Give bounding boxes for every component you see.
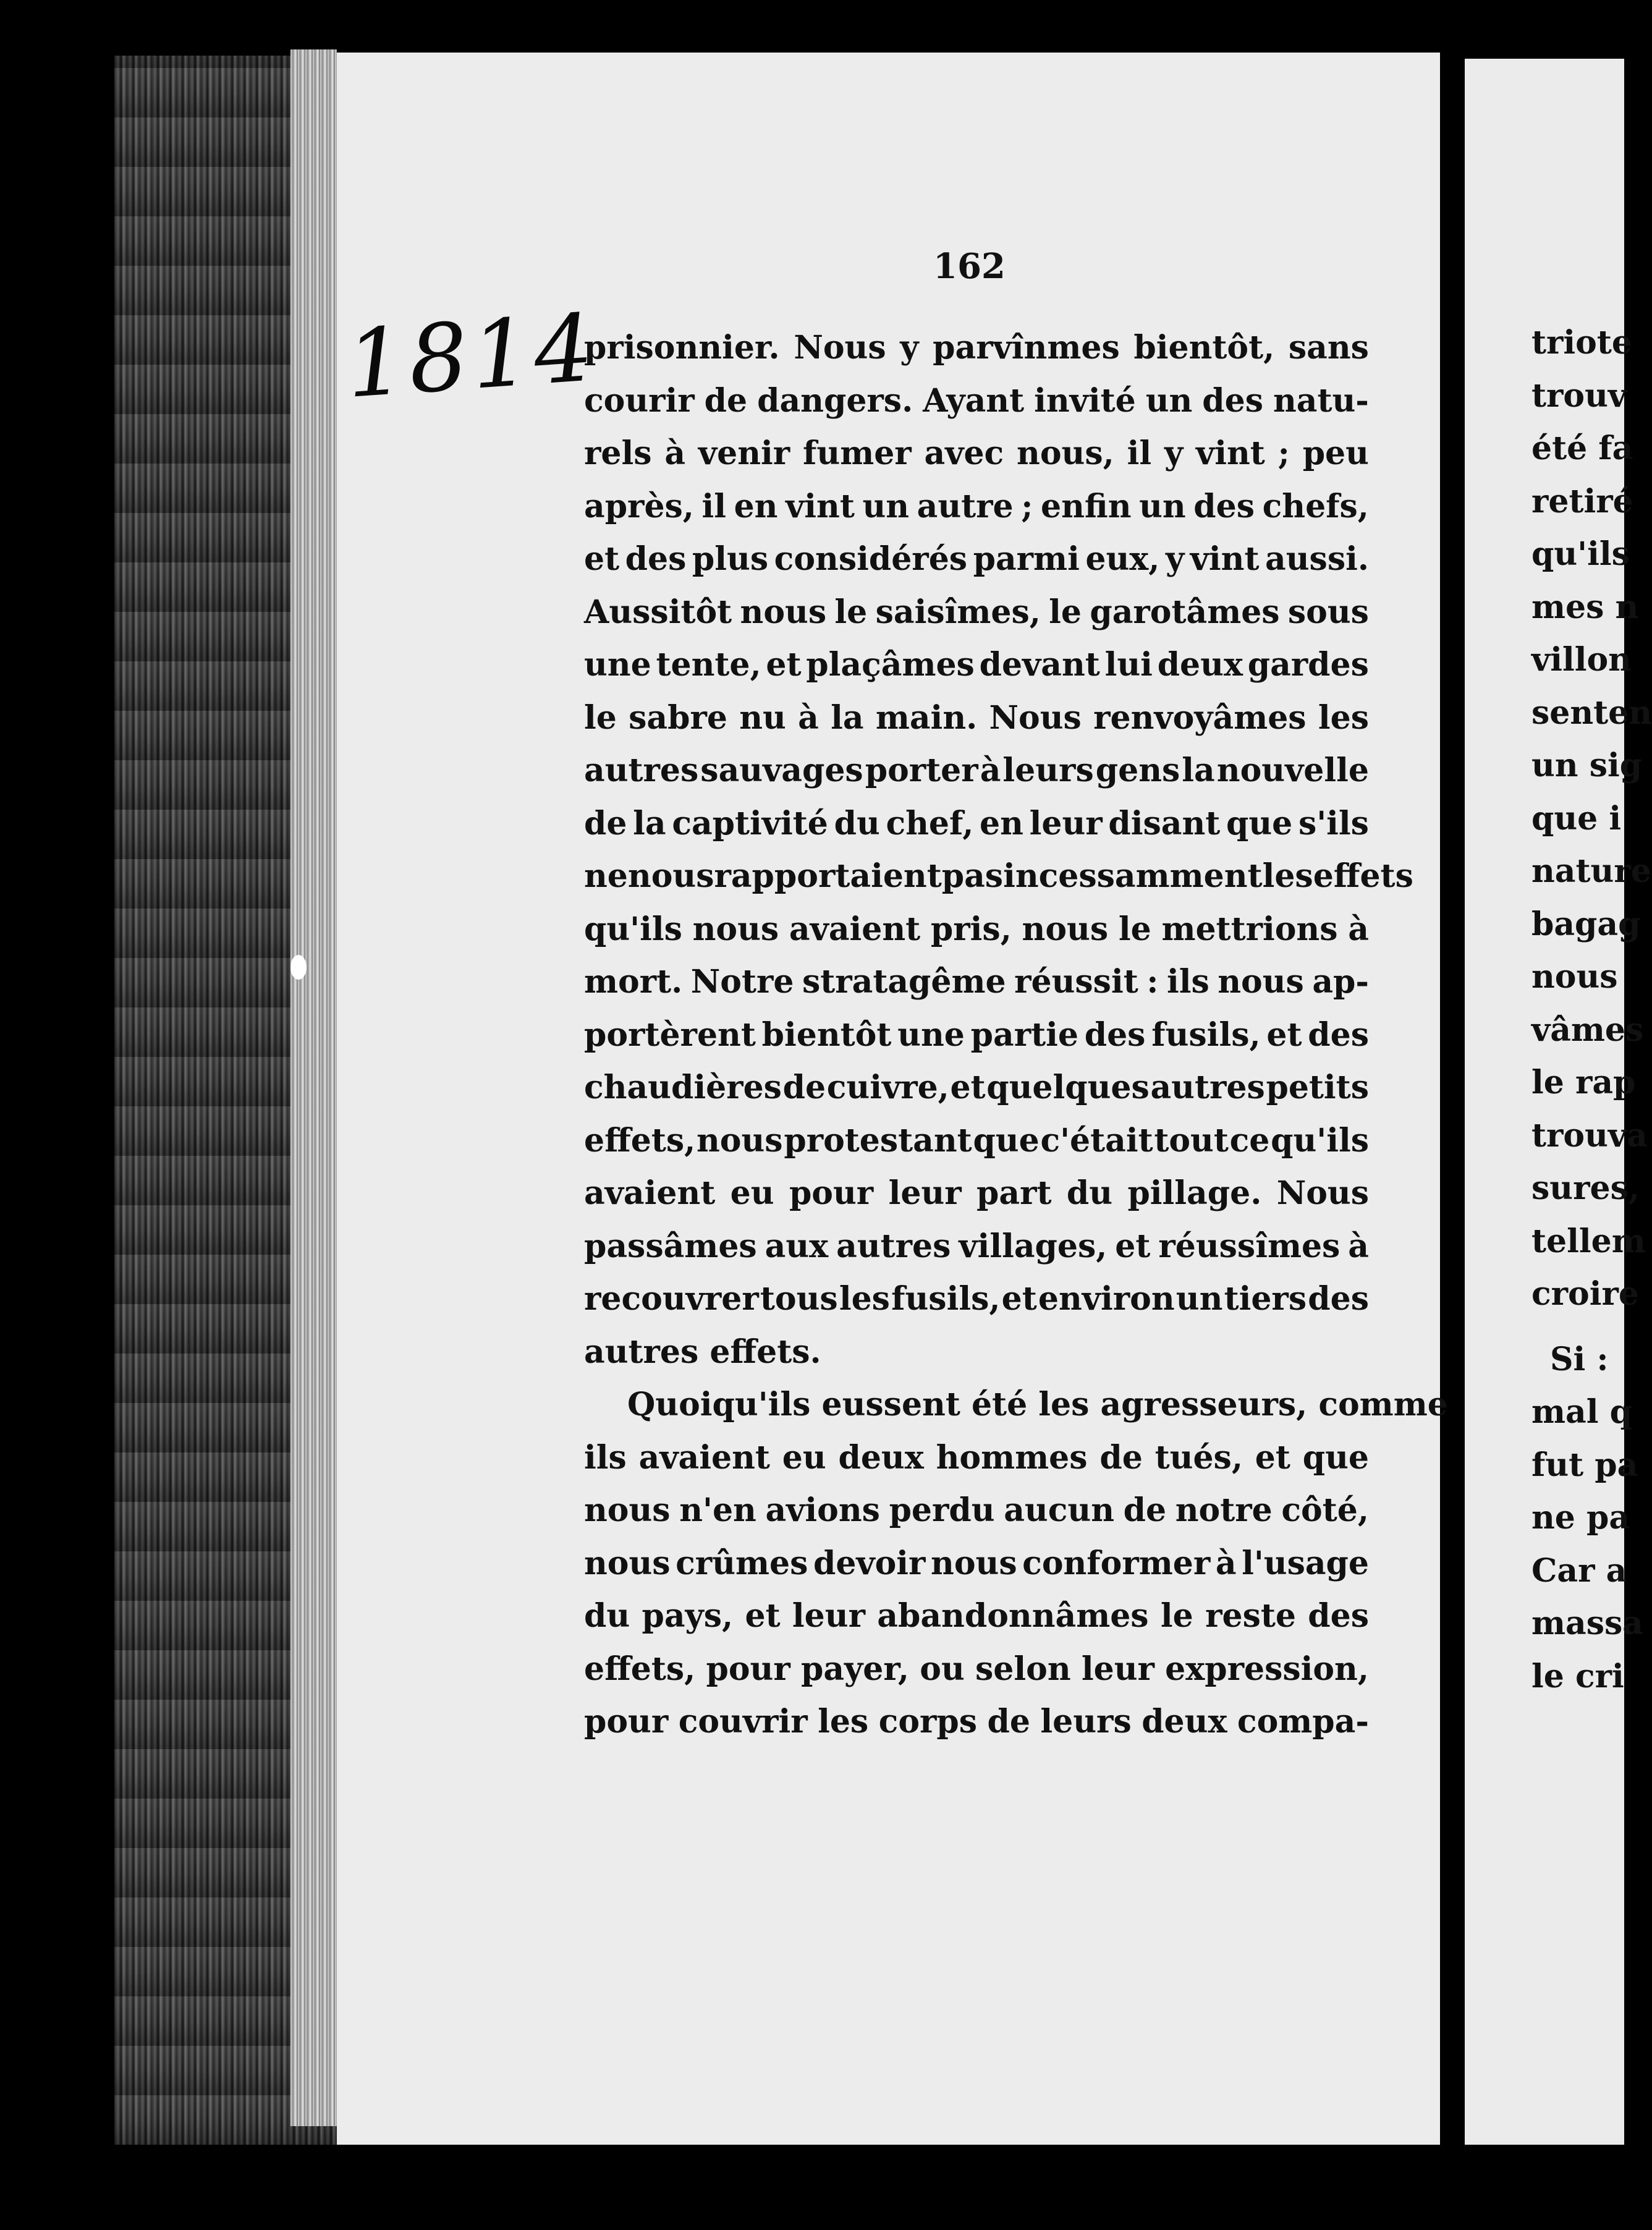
- facing-text-line: vâmes: [1531, 1011, 1644, 1049]
- text-word: avaient: [638, 1438, 770, 1477]
- facing-text-line: trouv: [1531, 376, 1627, 415]
- facing-text-line: un sig: [1531, 747, 1643, 784]
- text-word: considérés: [774, 540, 968, 578]
- text-word: plus: [692, 540, 769, 578]
- text-word: sans: [1288, 329, 1369, 367]
- text-word: incessamment: [1003, 857, 1263, 895]
- text-line: [584, 427, 1369, 480]
- text-word: ne: [584, 857, 628, 895]
- text-word: et: [766, 646, 802, 684]
- text-word: notre: [1175, 1491, 1273, 1529]
- text-word: invité: [1034, 381, 1136, 420]
- text-word: Notre: [690, 963, 794, 1001]
- text-line: [584, 956, 1369, 1009]
- text-word: eu: [730, 1174, 774, 1212]
- text-line: [584, 1484, 1369, 1537]
- text-word: vint: [1196, 435, 1265, 472]
- text-word: expression,: [1165, 1650, 1369, 1688]
- text-word: chaudières: [584, 1069, 782, 1106]
- page-text-block: [584, 321, 1448, 1749]
- text-word: de: [704, 381, 748, 420]
- text-word: nu: [739, 698, 786, 737]
- text-word: en: [980, 804, 1023, 842]
- text-word: :: [1146, 963, 1159, 1001]
- text-word: aussi.: [1265, 540, 1369, 578]
- text-word: leur: [792, 1597, 865, 1635]
- text-word: fusils,: [1151, 1015, 1261, 1054]
- text-line: [584, 1009, 1369, 1062]
- text-word: de: [987, 1703, 1030, 1740]
- text-word: n'en: [679, 1491, 756, 1529]
- text-word: leurs: [1040, 1703, 1132, 1740]
- text-word: nous: [584, 1544, 671, 1582]
- text-word: et: [584, 540, 620, 578]
- text-word: une: [584, 646, 651, 684]
- text-word: leur: [888, 1174, 962, 1212]
- text-word: qu'ils: [1271, 1121, 1369, 1160]
- text-word: des: [1084, 1015, 1146, 1054]
- text-line: [584, 1643, 1369, 1696]
- text-word: vint: [786, 487, 855, 525]
- text-word: reste: [1205, 1597, 1296, 1635]
- text-line: Quoiqu'ils eussent été les agresseurs, comme: [627, 1386, 1448, 1423]
- text-line: [584, 321, 1369, 375]
- text-word: vint: [1190, 540, 1260, 578]
- text-word: du: [1066, 1174, 1113, 1212]
- text-line: [584, 903, 1369, 956]
- text-word: tout: [1154, 1121, 1229, 1160]
- facing-text-line: triote: [1531, 324, 1632, 362]
- text-word: stratagême: [802, 963, 1006, 1001]
- facing-text-line: croire: [1531, 1275, 1639, 1313]
- text-word: quelques: [986, 1069, 1150, 1106]
- text-word: protestant: [784, 1121, 972, 1160]
- text-word: portèrent: [584, 1015, 756, 1054]
- text-word: le: [1049, 593, 1082, 631]
- text-word: plaçâmes: [806, 646, 975, 684]
- text-word: la: [1182, 752, 1215, 789]
- text-word: et: [1115, 1227, 1151, 1265]
- text-word: en: [734, 487, 778, 525]
- text-word: et: [745, 1597, 781, 1635]
- text-word: mort.: [584, 963, 683, 1001]
- text-word: aucun: [1004, 1491, 1114, 1529]
- text-word: hommes: [936, 1438, 1088, 1477]
- text-word: la: [831, 698, 864, 737]
- text-word: fumer: [803, 435, 912, 472]
- text-word: bientôt: [761, 1015, 892, 1054]
- text-word: que: [1226, 804, 1293, 842]
- text-line: [584, 586, 1369, 639]
- text-word: environ: [1038, 1280, 1175, 1318]
- text-word: pour: [789, 1174, 874, 1212]
- text-word: main.: [875, 698, 978, 737]
- paper-speck: [290, 955, 307, 980]
- text-line: [584, 1114, 1369, 1168]
- text-word: le: [1160, 1597, 1193, 1635]
- text-word: un: [862, 487, 910, 525]
- text-word: que: [1302, 1438, 1369, 1477]
- text-word: à: [798, 698, 819, 737]
- facing-text-line: senten: [1531, 693, 1652, 732]
- text-word: garotâmes: [1090, 593, 1280, 631]
- text-word: ce: [1229, 1121, 1270, 1160]
- facing-text-line: le cri: [1531, 1657, 1624, 1695]
- text-word: villages,: [959, 1227, 1108, 1265]
- text-word: bientôt,: [1133, 329, 1275, 367]
- text-word: part: [976, 1174, 1052, 1212]
- facing-text-line: que i: [1531, 799, 1622, 837]
- facing-text-line: mes n: [1531, 588, 1639, 626]
- text-word: payer,: [800, 1650, 910, 1688]
- text-word: les: [839, 1280, 890, 1318]
- text-word: prisonnier.: [584, 329, 780, 367]
- facing-text-line: été fa: [1531, 430, 1633, 467]
- facing-text-line: fut pa: [1531, 1446, 1638, 1484]
- text-word: qu'ils: [584, 910, 682, 948]
- text-word: ils: [1166, 963, 1209, 1001]
- text-word: nous: [1022, 910, 1109, 948]
- text-word: y: [900, 329, 919, 367]
- facing-text-line: trouva: [1531, 1116, 1648, 1155]
- page-number: 162: [933, 246, 1006, 287]
- text-line: [584, 1273, 1369, 1326]
- text-word: conformer: [1022, 1544, 1211, 1582]
- facing-text-line: le rap: [1531, 1064, 1636, 1101]
- text-word: un: [1145, 381, 1193, 420]
- text-line: [584, 533, 1369, 586]
- text-word: rels: [584, 435, 652, 472]
- text-word: Nous: [989, 698, 1082, 737]
- text-word: eux,: [1085, 540, 1160, 578]
- text-word: parvînmes: [933, 329, 1120, 367]
- text-word: avions: [765, 1491, 880, 1529]
- text-word: nous: [627, 857, 714, 895]
- text-word: réussîmes: [1158, 1227, 1341, 1265]
- text-word: nous: [584, 1491, 671, 1529]
- text-word: une: [897, 1015, 965, 1054]
- text-word: gens: [1095, 752, 1180, 789]
- facing-text-line: bagag: [1531, 905, 1641, 943]
- text-word: leur: [1081, 1650, 1154, 1688]
- text-word: et: [1255, 1438, 1290, 1477]
- text-word: tente,: [656, 646, 761, 684]
- facing-text-line: mal q: [1531, 1393, 1632, 1431]
- text-word: autres: [836, 1227, 951, 1265]
- text-word: pas: [941, 857, 1004, 895]
- text-word: à: [1348, 1227, 1369, 1265]
- text-word: effets: [1313, 857, 1413, 895]
- text-word: enfin: [1041, 487, 1132, 525]
- text-line: [584, 850, 1413, 903]
- text-word: y: [1165, 540, 1185, 578]
- text-word: cuivre,: [826, 1069, 949, 1106]
- text-word: devant: [979, 646, 1100, 684]
- text-word: devoir: [813, 1544, 926, 1582]
- text-word: un: [1139, 487, 1186, 525]
- text-word: que: [973, 1121, 1040, 1160]
- text-line: [584, 692, 1369, 745]
- text-word: selon: [975, 1650, 1071, 1688]
- text-word: des: [1308, 1015, 1369, 1054]
- text-line: [584, 1537, 1369, 1590]
- text-line: [584, 797, 1369, 850]
- text-word: tiers: [1224, 1280, 1307, 1318]
- text-line: [584, 1220, 1369, 1273]
- text-word: de: [1099, 1438, 1143, 1477]
- text-word: peu: [1302, 435, 1369, 472]
- text-word: saisîmes,: [875, 593, 1041, 631]
- text-word: gardes: [1247, 646, 1369, 684]
- text-word: avaient: [789, 910, 921, 948]
- text-word: et: [1001, 1280, 1037, 1318]
- facing-text-line: Si :: [1550, 1340, 1609, 1378]
- text-word: Nous: [1276, 1174, 1369, 1212]
- text-line: [584, 638, 1369, 692]
- text-word: de: [782, 1069, 826, 1106]
- text-word: partie: [970, 1015, 1078, 1054]
- text-line: [584, 1167, 1369, 1220]
- text-line: autres effets.: [584, 1333, 821, 1371]
- text-word: le: [834, 593, 868, 631]
- text-word: réussit: [1014, 963, 1138, 1001]
- text-word: s'ils: [1298, 804, 1369, 842]
- text-word: Ayant: [923, 381, 1025, 420]
- text-word: lui: [1104, 646, 1153, 684]
- text-word: petits: [1266, 1069, 1369, 1106]
- text-word: après,: [584, 487, 694, 525]
- text-word: nous: [692, 910, 779, 948]
- facing-text-line: tellem: [1531, 1222, 1646, 1260]
- text-word: renvoyâmes: [1093, 698, 1307, 737]
- text-word: nous: [740, 593, 827, 631]
- text-word: sous: [1287, 593, 1369, 631]
- text-word: l'usage: [1242, 1544, 1369, 1582]
- text-word: du: [834, 804, 880, 842]
- text-word: du: [584, 1597, 630, 1635]
- text-word: nouvelle: [1216, 752, 1369, 789]
- text-word: effets,: [584, 1121, 696, 1160]
- text-word: pris,: [930, 910, 1012, 948]
- text-word: et: [950, 1069, 986, 1106]
- text-word: recouvrer: [584, 1280, 759, 1318]
- text-word: captivité: [672, 804, 828, 842]
- text-word: chefs,: [1262, 487, 1369, 525]
- text-word: venir: [698, 435, 790, 472]
- text-word: ou: [920, 1650, 965, 1688]
- text-word: crûmes: [676, 1544, 808, 1582]
- text-word: nous: [931, 1544, 1017, 1582]
- text-line: [584, 375, 1369, 428]
- text-word: sauvages: [700, 752, 863, 789]
- text-word: le: [1118, 910, 1151, 948]
- text-word: avec: [924, 435, 1004, 472]
- text-word: effets,: [584, 1650, 696, 1688]
- text-word: des: [1308, 1280, 1369, 1318]
- text-word: un: [1175, 1280, 1223, 1318]
- text-word: deux: [1157, 646, 1243, 684]
- text-word: des: [625, 540, 687, 578]
- text-word: Aussitôt: [584, 593, 732, 631]
- facing-text-line: Car a: [1531, 1551, 1627, 1590]
- text-word: les: [818, 1703, 869, 1740]
- text-word: côté,: [1281, 1491, 1369, 1529]
- text-word: couvrir: [678, 1703, 808, 1740]
- facing-text-line: villon: [1531, 641, 1632, 679]
- text-word: à: [1215, 1544, 1237, 1582]
- text-word: c'était: [1040, 1121, 1153, 1160]
- text-word: nous: [697, 1121, 783, 1160]
- text-line: [584, 1695, 1369, 1749]
- text-word: il: [701, 487, 727, 525]
- text-word: les: [1318, 698, 1369, 737]
- text-word: pays,: [642, 1597, 734, 1635]
- text-word: autres: [584, 752, 699, 789]
- text-word: leur: [1029, 804, 1103, 842]
- text-word: des: [1193, 487, 1255, 525]
- text-word: nous: [1218, 963, 1304, 1001]
- text-word: deux: [838, 1438, 924, 1477]
- text-word: sabre: [629, 698, 727, 737]
- text-word: tués,: [1154, 1438, 1243, 1477]
- text-word: rapportaient: [714, 857, 942, 895]
- text-word: Nous: [794, 329, 886, 367]
- text-word: y: [1164, 435, 1184, 472]
- text-word: compa-: [1237, 1703, 1369, 1740]
- text-word: mettrions: [1161, 910, 1338, 948]
- text-word: parmi: [973, 540, 1080, 578]
- text-word: de: [584, 804, 627, 842]
- facing-text-line: retiré: [1531, 482, 1633, 520]
- text-word: nous,: [1017, 435, 1114, 472]
- facing-text-line: ne pa: [1531, 1499, 1630, 1537]
- text-word: natu-: [1273, 381, 1369, 420]
- handwritten-margin-note: 1814: [342, 294, 601, 419]
- text-word: avaient: [584, 1174, 716, 1212]
- text-word: de: [1123, 1491, 1167, 1529]
- text-word: chef,: [886, 804, 974, 842]
- text-word: fusils,: [891, 1280, 1001, 1318]
- text-word: corps: [878, 1703, 978, 1740]
- text-word: à: [980, 752, 1001, 789]
- text-word: et: [1266, 1015, 1302, 1054]
- text-word: courir: [584, 381, 695, 420]
- text-word: ils: [584, 1438, 627, 1477]
- text-word: autres: [1150, 1069, 1265, 1106]
- page-fore-edge: [290, 49, 337, 2126]
- text-word: tous: [760, 1280, 838, 1318]
- text-word: ;: [1021, 487, 1033, 525]
- text-word: dangers.: [757, 381, 913, 420]
- text-word: passâmes: [584, 1227, 757, 1265]
- text-word: pillage.: [1127, 1174, 1262, 1212]
- text-word: des: [1308, 1597, 1369, 1635]
- facing-page: [1465, 59, 1624, 2145]
- text-word: aux: [765, 1227, 829, 1265]
- text-word: pour: [706, 1650, 790, 1688]
- text-word: à: [1348, 910, 1369, 948]
- text-line: [584, 1061, 1369, 1114]
- text-line: [584, 1431, 1369, 1485]
- text-word: ;: [1277, 435, 1290, 472]
- text-word: abandonnâmes: [877, 1597, 1149, 1635]
- text-line: [584, 744, 1369, 797]
- text-word: porter: [865, 752, 978, 789]
- text-word: disant: [1108, 804, 1221, 842]
- text-word: la: [633, 804, 666, 842]
- facing-text-line: qu'ils: [1531, 535, 1630, 573]
- text-word: eu: [782, 1438, 826, 1477]
- text-word: autre: [917, 487, 1014, 525]
- facing-text-line: sures,: [1531, 1169, 1640, 1207]
- text-word: leurs: [1002, 752, 1094, 789]
- text-word: le: [584, 698, 617, 737]
- text-word: des: [1202, 381, 1264, 420]
- text-word: ap-: [1312, 963, 1369, 1001]
- text-word: à: [664, 435, 686, 472]
- text-line: [584, 1590, 1369, 1643]
- text-word: il: [1127, 435, 1152, 472]
- text-word: les: [1262, 857, 1313, 895]
- text-word: pour: [584, 1703, 669, 1740]
- text-word: perdu: [889, 1491, 995, 1529]
- facing-text-line: nature: [1531, 852, 1651, 890]
- facing-text-line: nous: [1531, 958, 1618, 996]
- text-line: [584, 480, 1369, 533]
- facing-text-line: massa: [1531, 1605, 1643, 1642]
- text-word: deux: [1142, 1703, 1227, 1740]
